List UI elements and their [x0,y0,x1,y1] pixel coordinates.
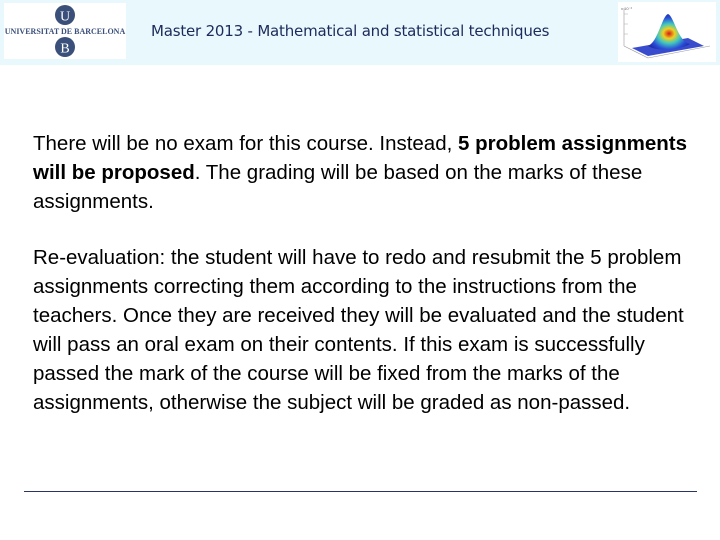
logo-letter-b: B [60,41,70,57]
gaussian-surface-thumbnail [618,2,716,62]
p1-text-start: There will be no exam for this course. Instead, [33,132,459,155]
paragraph-exam-policy [33,129,693,216]
course-title: Master 2013 - Mathematical and statistical techniques [151,22,550,40]
p1-text-end: . The grading will be based on the marks of these assignments. [33,161,643,213]
thumb-axis-label: x 10⁻³ [621,6,633,11]
logo-text: UNIVERSITAT DE BARCELONA [4,27,126,36]
logo-letter-u: U [59,9,71,25]
university-logo [4,3,126,59]
footer-divider [24,491,697,492]
p1-bold-text: 5 problem assignments will be proposed [33,132,687,184]
paragraph-re-evaluation: Re-evaluation: the student will have to redo and resubmit the 5 problem assignments correcting them according to the instructions from the teachers. Once they are received they will be evaluated and the student will pass an oral exam on their contents. If this exam is successfully passed the mark of the course will be fixed from the marks of the assignments, otherwise the subject will be graded as non-passed. [33,246,684,414]
